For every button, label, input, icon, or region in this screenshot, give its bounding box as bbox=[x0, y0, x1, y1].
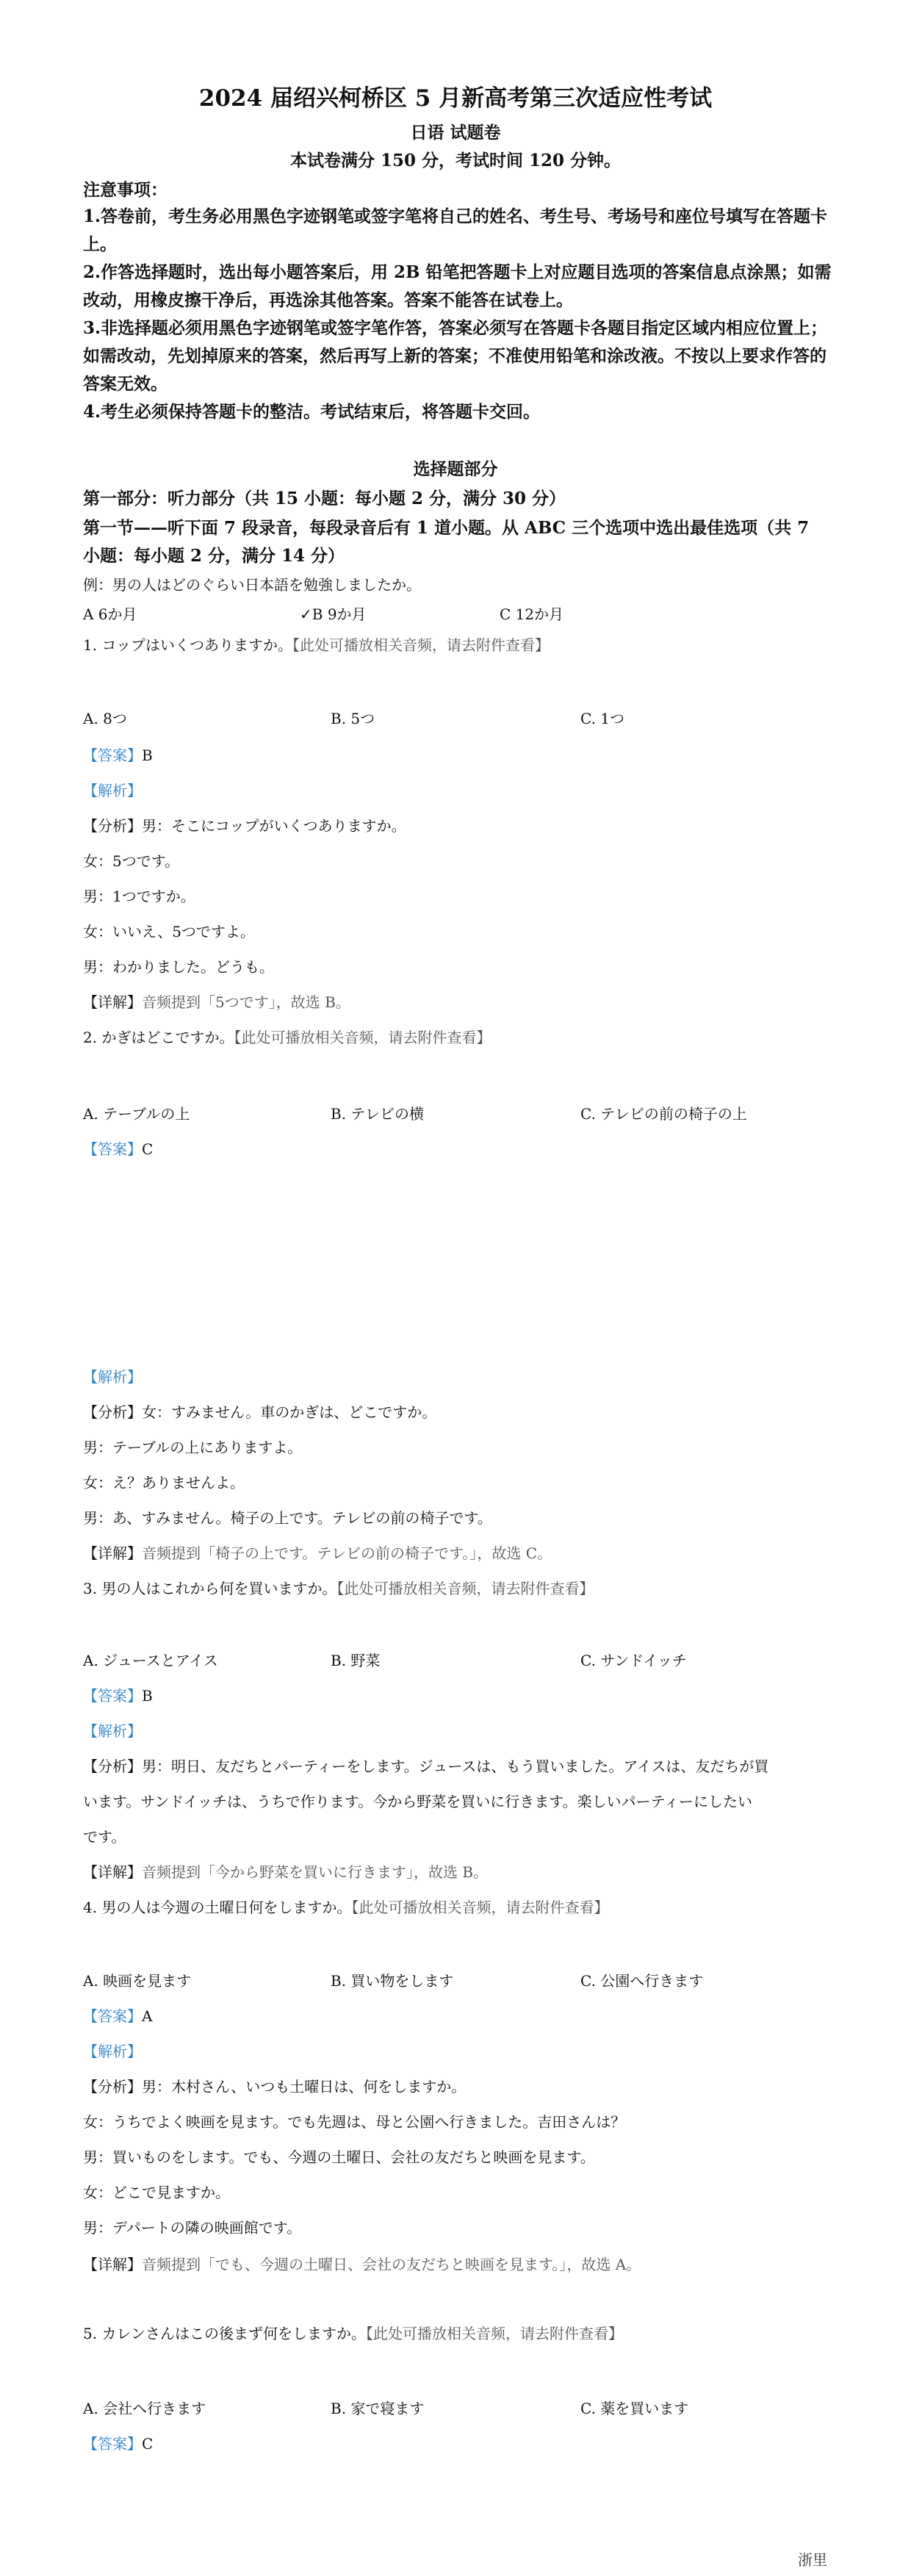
notice-item-4: 4.考生必须保持答题卡的整洁。考试结束后，将答题卡交回。 bbox=[83, 402, 541, 422]
q1-dialogue-4: 女：いいえ、5つですよ。 bbox=[83, 923, 255, 940]
q2-option-a: A. テーブルの上 bbox=[83, 1105, 190, 1123]
q3-answer: 【答案】B bbox=[83, 1687, 153, 1705]
question-2: 2. かぎはどこですか。【此处可播放相关音频，请去附件查看】 bbox=[83, 1029, 491, 1046]
part1-section1-line2: 小题：每小题 2 分，满分 14 分） bbox=[83, 546, 345, 566]
part1-heading: 第一部分：听力部分（共 15 小题：每小题 2 分，满分 30 分） bbox=[83, 489, 566, 508]
example-option-b: ✓B 9か月 bbox=[300, 605, 367, 623]
exam-info: 本试卷满分 150 分，考试时间 120 分钟。 bbox=[289, 151, 622, 170]
q4-option-a: A. 映画を見ます bbox=[83, 1972, 192, 1990]
q4-dialogue-5: 男：デパートの隣の映画館です。 bbox=[83, 2219, 302, 2237]
example-option-a: A 6か月 bbox=[83, 605, 137, 623]
subject-line: 日语 试题卷 bbox=[410, 123, 501, 143]
q3-dialogue-2: います。サンドイッチは、うちで作ります。今から野菜を買いに行きます。楽しいパーティーにしたい bbox=[83, 1793, 752, 1810]
q2-option-b: B. テレビの横 bbox=[331, 1105, 425, 1123]
exam-title: 2024 届绍兴柯桥区 5 月新高考第三次适应性考试 bbox=[198, 85, 713, 112]
q1-dialogue-3: 男：1つですか。 bbox=[83, 888, 195, 905]
q4-dialogue-4: 女：どこで見ますか。 bbox=[83, 2184, 230, 2201]
q4-dialogue-3: 男：買いものをします。でも、今週の土曜日、会社の友だちと映画を見ます。 bbox=[83, 2148, 595, 2166]
q4-analysis-label: 【解析】 bbox=[83, 2043, 142, 2060]
q1-dialogue-2: 女：5つです。 bbox=[83, 852, 180, 870]
notice-item-3: 3.非选择题必须用黑色字迹钢笔或签字笔作答，答案必须写在答题卡各题目指定区域内相应位置上；如需改动，先划掉原来的答案，然后再写上新的答案；不准使用铅笔和涂改液。不按以上要求作答的答案无效。 bbox=[83, 318, 828, 394]
q2-dialogue-4: 男：あ、すみません。椅子の上です。テレビの前の椅子です。 bbox=[83, 1509, 492, 1527]
example-question: 例：男の人はどのぐらい日本語を勉強しましたか。 bbox=[83, 576, 421, 594]
q2-dialogue-1: 【分析】女：すみません。車のかぎは、どこですか。 bbox=[83, 1403, 437, 1421]
q3-dialogue-3: です。 bbox=[83, 1828, 126, 1846]
q3-dialogue-1: 【分析】男：明日、友だちとパーティーをします。ジュースは、もう買いました。アイスは、友だちが買 bbox=[83, 1757, 769, 1775]
q2-dialogue-2: 男：テーブルの上にありますよ。 bbox=[83, 1439, 303, 1456]
q1-dialogue-1: 【分析】男：そこにコップがいくつありますか。 bbox=[83, 817, 406, 835]
q1-dialogue-5: 男：わかりました。どうも。 bbox=[83, 958, 274, 976]
q2-analysis-label: 【解析】 bbox=[83, 1368, 142, 1386]
notice-item-2: 2.作答选择题时，选出每小题答案后，用 2B 铅笔把答题卡上对应题目选项的答案信息点涂黑；如需改动，用橡皮擦干净后，再选涂其他答案。答案不能答在试卷上。 bbox=[83, 262, 832, 310]
q1-analysis-label: 【解析】 bbox=[83, 782, 142, 799]
q3-detail: 【详解】音频提到「今から野菜を買いに行きます」，故选 B。 bbox=[83, 1863, 489, 1881]
q3-option-c: C. サンドイッチ bbox=[580, 1652, 687, 1669]
q4-dialogue-2: 女：うちでよく映画を見ます。でも先週は、母と公園へ行きました。吉田さんは？ bbox=[83, 2113, 626, 2131]
audio-note: 【此处可播放相关音频，请去附件查看】 bbox=[292, 636, 550, 654]
q4-dialogue-1: 【分析】男：木村さん、いつも土曜日は、何をしますか。 bbox=[83, 2078, 467, 2095]
q4-option-c: C. 公園へ行きます bbox=[580, 1972, 704, 1990]
section-title: 选择题部分 bbox=[413, 459, 498, 479]
example-option-c: C 12か月 bbox=[500, 605, 564, 623]
q1-option-c: C. 1つ bbox=[580, 710, 625, 727]
q2-option-c: C. テレビの前の椅子の上 bbox=[580, 1105, 747, 1123]
notice-heading: 注意事项： bbox=[83, 180, 168, 200]
q1-option-a: A. 8つ bbox=[83, 710, 127, 727]
q2-answer: 【答案】C bbox=[83, 1140, 154, 1158]
q2-detail: 【详解】音频提到「椅子の上です。テレビの前の椅子です。」，故选 C。 bbox=[83, 1544, 552, 1562]
q1-option-b: B. 5つ bbox=[331, 710, 375, 727]
q5-option-a: A. 会社へ行きます bbox=[83, 2400, 206, 2417]
q1-detail: 【详解】音频提到「5つです」，故选 B。 bbox=[83, 993, 350, 1011]
q4-option-b: B. 買い物をします bbox=[331, 1972, 454, 1990]
q5-option-c: C. 薬を買います bbox=[580, 2400, 689, 2417]
q4-answer: 【答案】A bbox=[83, 2007, 153, 2025]
q5-option-b: B. 家で寝ます bbox=[331, 2400, 425, 2417]
notice-item-1: 1.答卷前，考生务必用黑色字迹钢笔或签字笔将自己的姓名、考生号、考场号和座位号填写在答题卡上。 bbox=[83, 206, 828, 254]
q5-answer: 【答案】C bbox=[83, 2435, 154, 2453]
q1-answer: 【答案】B bbox=[83, 746, 153, 764]
q3-option-a: A. ジュースとアイス bbox=[83, 1652, 218, 1669]
question-5: 5. カレンさんはこの後まず何をしますか。【此处可播放相关音频，请去附件查看】 bbox=[83, 2325, 623, 2342]
q3-option-b: B. 野菜 bbox=[331, 1652, 381, 1669]
footer-watermark: 浙里 bbox=[798, 2551, 827, 2569]
question-1: 1. コップはいくつありますか。【此处可播放相关音频，请去附件查看】 bbox=[83, 636, 550, 654]
q3-analysis-label: 【解析】 bbox=[83, 1722, 142, 1740]
part1-section1-line1: 第一节——听下面 7 段录音，每段录音后有 1 道小题。从 ABC 三个选项中选出最佳选项（共 7 bbox=[83, 518, 810, 538]
question-4: 4. 男の人は今週の土曜日何をしますか。【此处可播放相关音频，请去附件查看】 bbox=[83, 1899, 609, 1916]
q2-dialogue-3: 女：え？ありませんよ。 bbox=[83, 1474, 245, 1492]
q4-detail: 【详解】音频提到「でも、今週の土曜日、会社の友だちと映画を見ます。」，故选 A。 bbox=[83, 2256, 641, 2273]
question-3: 3. 男の人はこれから何を買いますか。【此处可播放相关音频，请去附件查看】 bbox=[83, 1580, 594, 1597]
